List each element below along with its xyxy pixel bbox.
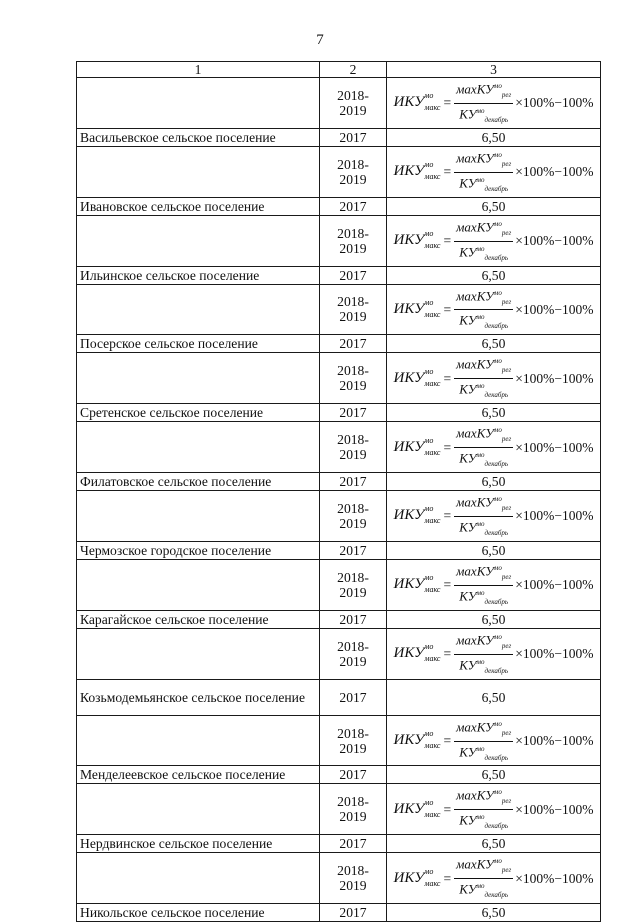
year-cell: 2017 xyxy=(320,679,387,715)
formula-equals: = xyxy=(443,164,452,180)
settlement-name-cell xyxy=(77,353,320,404)
year-cell: 2017 xyxy=(320,473,387,491)
settlement-name-cell xyxy=(77,853,320,904)
numerator-sup: мо xyxy=(493,219,502,228)
formula-fraction xyxy=(454,353,513,403)
denominator-main: КУ xyxy=(459,588,477,604)
settlement-name-cell: Сретенское сельское поселение xyxy=(77,404,320,422)
formula-lhs: ИКУ xyxy=(393,369,425,386)
numerator-main: махКУ xyxy=(456,856,494,872)
formula-cell xyxy=(387,284,601,335)
denominator-main: КУ xyxy=(459,881,477,897)
formula-equals: = xyxy=(443,301,452,317)
formula-cell xyxy=(387,853,601,904)
year-cell: 2017 xyxy=(320,835,387,853)
table-row-formula xyxy=(77,422,601,473)
value-cell: 6,50 xyxy=(387,610,601,628)
denominator-sup: мо xyxy=(476,882,485,891)
page-number: 7 xyxy=(316,32,324,48)
year-cell: 2017 xyxy=(320,128,387,146)
denominator-sub: декабрь xyxy=(484,253,509,262)
formula-cell xyxy=(387,78,601,129)
table-row-formula xyxy=(77,284,601,335)
denominator-sub: декабрь xyxy=(484,322,509,331)
denominator-sup: мо xyxy=(476,744,485,753)
formula-multiplier: ×100%−100% xyxy=(515,646,594,662)
formula-lhs-sup: мо xyxy=(424,160,434,170)
numerator-main: махКУ xyxy=(456,787,494,803)
formula xyxy=(394,629,594,679)
year-cell: 2017 xyxy=(320,404,387,422)
formula-cell xyxy=(387,353,601,404)
formula-lhs-sup: мо xyxy=(424,229,434,239)
value-cell: 6,50 xyxy=(387,766,601,784)
formula-multiplier: ×100%−100% xyxy=(515,370,594,386)
denominator-sup: мо xyxy=(476,657,485,666)
formula-lhs-sup: мо xyxy=(424,91,434,101)
formula-multiplier: ×100%−100% xyxy=(515,508,594,524)
settlement-name-cell: Менделеевское сельское поселение xyxy=(77,766,320,784)
formula-equals: = xyxy=(443,95,452,111)
denominator-sub: декабрь xyxy=(484,666,509,675)
denominator-sub: декабрь xyxy=(484,391,509,400)
value-cell: 6,50 xyxy=(387,835,601,853)
numerator-sup: мо xyxy=(493,150,502,159)
table-row-value xyxy=(77,766,601,784)
formula-denominator xyxy=(457,310,510,334)
denominator-sup: мо xyxy=(476,244,485,253)
formula-fraction xyxy=(454,422,513,472)
numerator-sup: мо xyxy=(493,426,502,435)
year-cell: 2017 xyxy=(320,197,387,215)
denominator-sup: мо xyxy=(476,106,485,115)
formula-numerator xyxy=(454,491,513,517)
denominator-sup: мо xyxy=(476,451,485,460)
formula-equals: = xyxy=(443,733,452,749)
formula-fraction xyxy=(454,491,513,541)
formula-denominator xyxy=(457,242,510,266)
denominator-sub: декабрь xyxy=(484,115,509,124)
formula-lhs-sub: макс xyxy=(424,516,441,526)
settlement-name-cell: Ильинское сельское поселение xyxy=(77,266,320,284)
year-cell: 2017 xyxy=(320,335,387,353)
formula-lhs-sup: мо xyxy=(424,366,434,376)
value-cell: 6,50 xyxy=(387,197,601,215)
value-cell: 6,50 xyxy=(387,679,601,715)
denominator-sub: декабрь xyxy=(484,822,509,831)
formula-lhs-sup: мо xyxy=(424,642,434,652)
formula-numerator xyxy=(454,716,513,742)
denominator-sup: мо xyxy=(476,519,485,528)
numerator-sup: мо xyxy=(493,719,502,728)
formula-numerator xyxy=(454,853,513,879)
settlement-name-cell xyxy=(77,78,320,129)
year-cell: 2017 xyxy=(320,766,387,784)
formula-multiplier: ×100%−100% xyxy=(515,870,594,886)
formula-lhs-sup: мо xyxy=(424,504,434,514)
formula-lhs: ИКУ xyxy=(393,800,425,817)
numerator-sub: рег xyxy=(501,728,512,737)
formula xyxy=(394,78,594,128)
numerator-sub: рег xyxy=(501,572,512,581)
formula-lhs-sub: макс xyxy=(424,172,441,182)
numerator-sup: мо xyxy=(493,788,502,797)
denominator-sup: мо xyxy=(476,813,485,822)
formula-numerator xyxy=(454,353,513,379)
years-cell: 2018- 2019 xyxy=(320,78,387,129)
settlement-name-cell: Козьмодемьянское сельское поселение xyxy=(77,679,320,715)
formula xyxy=(394,216,594,266)
formula-equals: = xyxy=(443,577,452,593)
settlement-name-cell xyxy=(77,628,320,679)
years-cell: 2018- 2019 xyxy=(320,284,387,335)
formula-multiplier: ×100%−100% xyxy=(515,577,594,593)
denominator-main: КУ xyxy=(459,519,477,535)
table-row-formula xyxy=(77,146,601,197)
formula-fraction xyxy=(454,285,513,335)
years-cell: 2018- 2019 xyxy=(320,491,387,542)
formula-numerator xyxy=(454,560,513,586)
settlement-name-cell: Посерское сельское поселение xyxy=(77,335,320,353)
table-row-formula xyxy=(77,628,601,679)
settlement-name-cell xyxy=(77,215,320,266)
table-row-formula xyxy=(77,853,601,904)
numerator-main: махКУ xyxy=(456,287,494,303)
settlement-name-cell: Васильевское сельское поселение xyxy=(77,128,320,146)
table-row-value xyxy=(77,335,601,353)
formula xyxy=(394,560,594,610)
table-row-formula xyxy=(77,491,601,542)
formula-fraction xyxy=(454,629,513,679)
numerator-sub: рег xyxy=(501,297,512,306)
denominator-sub: декабрь xyxy=(484,891,509,900)
formula-lhs-sup: мо xyxy=(424,435,434,445)
formula-lhs-sub: макс xyxy=(424,103,441,113)
formula-lhs: ИКУ xyxy=(393,869,425,886)
table-row-value xyxy=(77,266,601,284)
settlement-name-cell xyxy=(77,422,320,473)
formula-multiplier: ×100%−100% xyxy=(515,439,594,455)
denominator-main: КУ xyxy=(459,812,477,828)
formula xyxy=(394,285,594,335)
formula-denominator xyxy=(457,879,510,903)
years-cell: 2018- 2019 xyxy=(320,559,387,610)
header-col-3: 3 xyxy=(387,62,601,78)
formula-denominator xyxy=(457,104,510,128)
table-row-formula xyxy=(77,559,601,610)
years-cell: 2018- 2019 xyxy=(320,628,387,679)
formula-lhs-sup: мо xyxy=(424,729,434,739)
denominator-sup: мо xyxy=(476,588,485,597)
table-row-value xyxy=(77,541,601,559)
formula-lhs: ИКУ xyxy=(393,645,425,662)
denominator-main: КУ xyxy=(459,450,477,466)
settlement-name-cell xyxy=(77,715,320,766)
denominator-main: КУ xyxy=(459,743,477,759)
year-cell: 2017 xyxy=(320,266,387,284)
formula-lhs: ИКУ xyxy=(393,232,425,249)
denominator-sub: декабрь xyxy=(484,184,509,193)
formula-equals: = xyxy=(443,233,452,249)
formula-lhs-sub: макс xyxy=(424,741,441,751)
numerator-sub: рег xyxy=(501,797,512,806)
numerator-main: махКУ xyxy=(456,150,494,166)
formula-lhs-sub: макс xyxy=(424,241,441,251)
formula-numerator xyxy=(454,78,513,104)
value-cell: 6,50 xyxy=(387,541,601,559)
settlement-name-cell xyxy=(77,146,320,197)
numerator-sub: рег xyxy=(501,866,512,875)
formula-lhs-sub: макс xyxy=(424,309,441,319)
formula xyxy=(394,853,594,903)
settlement-name-cell: Никольское сельское поселение xyxy=(77,904,320,922)
years-cell: 2018- 2019 xyxy=(320,853,387,904)
formula-fraction xyxy=(454,560,513,610)
table-row-value xyxy=(77,473,601,491)
formula-multiplier: ×100%−100% xyxy=(515,801,594,817)
value-cell: 6,50 xyxy=(387,404,601,422)
denominator-main: КУ xyxy=(459,657,477,672)
formula-fraction xyxy=(454,78,513,128)
formula-equals: = xyxy=(443,370,452,386)
settlement-name-cell xyxy=(77,559,320,610)
value-cell: 6,50 xyxy=(387,335,601,353)
formula-lhs-sub: макс xyxy=(424,809,441,819)
formula-fraction xyxy=(454,147,513,197)
formula-lhs: ИКУ xyxy=(393,94,425,111)
numerator-main: махКУ xyxy=(456,425,494,441)
value-cell: 6,50 xyxy=(387,266,601,284)
formula-multiplier: ×100%−100% xyxy=(515,733,594,749)
formula-lhs: ИКУ xyxy=(393,163,425,180)
numerator-sup: мо xyxy=(493,495,502,504)
numerator-sup: мо xyxy=(493,357,502,366)
formula-denominator xyxy=(457,810,510,834)
numerator-sub: рег xyxy=(501,641,512,650)
formula-lhs: ИКУ xyxy=(393,732,425,749)
formula-equals: = xyxy=(443,508,452,524)
formula-lhs-sup: мо xyxy=(424,573,434,583)
denominator-main: КУ xyxy=(459,243,477,259)
denominator-sub: декабрь xyxy=(484,753,509,762)
numerator-sup: мо xyxy=(493,632,502,641)
formula-lhs-sub: макс xyxy=(424,378,441,388)
numerator-sub: рег xyxy=(501,228,512,237)
formula-cell xyxy=(387,491,601,542)
numerator-sup: мо xyxy=(493,857,502,866)
denominator-main: КУ xyxy=(459,106,477,122)
formula-cell xyxy=(387,784,601,835)
formula-cell xyxy=(387,215,601,266)
table-row-formula xyxy=(77,715,601,766)
formula-fraction xyxy=(454,716,513,766)
years-cell: 2018- 2019 xyxy=(320,422,387,473)
numerator-main: махКУ xyxy=(456,494,494,510)
numerator-main: махКУ xyxy=(456,219,494,235)
settlement-name-cell: Нердвинское сельское поселение xyxy=(77,835,320,853)
formula-denominator xyxy=(457,173,510,197)
settlement-name-cell xyxy=(77,784,320,835)
table-row-formula xyxy=(77,353,601,404)
formula-lhs-sup: мо xyxy=(424,866,434,876)
years-cell: 2018- 2019 xyxy=(320,353,387,404)
numerator-sub: рег xyxy=(501,503,512,512)
denominator-sub: декабрь xyxy=(484,528,509,537)
year-cell: 2017 xyxy=(320,904,387,922)
formula-denominator xyxy=(457,742,510,766)
table-row-formula xyxy=(77,78,601,129)
numerator-main: махКУ xyxy=(456,718,494,734)
settlement-name-cell: Чермозское городское поселение xyxy=(77,541,320,559)
years-cell: 2018- 2019 xyxy=(320,146,387,197)
table-row-value xyxy=(77,835,601,853)
formula-fraction xyxy=(454,216,513,266)
numerator-sup: мо xyxy=(493,288,502,297)
formula-denominator xyxy=(457,586,510,610)
formula xyxy=(394,147,594,197)
indicator-table xyxy=(76,61,601,922)
table-row-value xyxy=(77,128,601,146)
formula-numerator xyxy=(454,422,513,448)
formula-equals: = xyxy=(443,870,452,886)
formula xyxy=(394,353,594,403)
formula-multiplier: ×100%−100% xyxy=(515,95,594,111)
table-row-value xyxy=(77,610,601,628)
table-header-row xyxy=(77,62,601,78)
numerator-main: махКУ xyxy=(456,632,494,648)
value-cell: 6,50 xyxy=(387,904,601,922)
formula-numerator xyxy=(454,147,513,173)
denominator-sup: мо xyxy=(476,313,485,322)
formula-numerator xyxy=(454,216,513,242)
formula xyxy=(394,716,594,766)
table-row-formula xyxy=(77,215,601,266)
denominator-sup: мо xyxy=(476,382,485,391)
formula-cell xyxy=(387,559,601,610)
formula-cell xyxy=(387,715,601,766)
formula-lhs-sub: макс xyxy=(424,654,441,664)
formula-multiplier: ×100%−100% xyxy=(515,301,594,317)
formula-lhs-sup: мо xyxy=(424,297,434,307)
table-row-value xyxy=(77,679,601,715)
formula-lhs-sup: мо xyxy=(424,797,434,807)
settlement-name-cell xyxy=(77,284,320,335)
formula xyxy=(394,491,594,541)
formula-fraction xyxy=(454,784,513,834)
formula-lhs-sub: макс xyxy=(424,447,441,457)
numerator-sub: рег xyxy=(501,366,512,375)
value-cell: 6,50 xyxy=(387,128,601,146)
formula-cell xyxy=(387,628,601,679)
numerator-sup: мо xyxy=(493,563,502,572)
settlement-name-cell xyxy=(77,491,320,542)
header-col-1: 1 xyxy=(77,62,320,78)
formula-fraction xyxy=(454,853,513,903)
numerator-main: махКУ xyxy=(456,563,494,579)
formula-equals: = xyxy=(443,439,452,455)
formula-numerator xyxy=(454,629,513,655)
formula-lhs: ИКУ xyxy=(393,576,425,593)
formula-lhs: ИКУ xyxy=(393,507,425,524)
formula-lhs: ИКУ xyxy=(393,300,425,317)
denominator-main: КУ xyxy=(459,381,477,397)
numerator-main: махКУ xyxy=(456,81,494,97)
formula-equals: = xyxy=(443,801,452,817)
formula-multiplier: ×100%−100% xyxy=(515,164,594,180)
table-row-value xyxy=(77,197,601,215)
year-cell: 2017 xyxy=(320,541,387,559)
years-cell: 2018- 2019 xyxy=(320,215,387,266)
formula-numerator xyxy=(454,784,513,810)
numerator-sub: рег xyxy=(501,159,512,168)
numerator-sup: мо xyxy=(493,82,502,90)
header-col-2: 2 xyxy=(320,62,387,78)
denominator-main: КУ xyxy=(459,312,477,328)
formula-lhs-sub: макс xyxy=(424,585,441,595)
numerator-sub: рег xyxy=(501,90,512,99)
formula-equals: = xyxy=(443,646,452,662)
denominator-sup: мо xyxy=(476,175,485,184)
value-cell: 6,50 xyxy=(387,473,601,491)
formula-denominator xyxy=(457,517,510,541)
formula-lhs: ИКУ xyxy=(393,438,425,455)
settlement-name-cell: Карагайское сельское поселение xyxy=(77,610,320,628)
denominator-sub: декабрь xyxy=(484,597,509,606)
numerator-sub: рег xyxy=(501,435,512,444)
formula-cell xyxy=(387,146,601,197)
formula-multiplier: ×100%−100% xyxy=(515,233,594,249)
formula xyxy=(394,784,594,834)
formula-lhs-sub: макс xyxy=(424,878,441,888)
formula-denominator xyxy=(457,448,510,472)
formula-denominator xyxy=(457,379,510,403)
years-cell: 2018- 2019 xyxy=(320,715,387,766)
year-cell: 2017 xyxy=(320,610,387,628)
years-cell: 2018- 2019 xyxy=(320,784,387,835)
formula-numerator xyxy=(454,285,513,311)
table-row-formula xyxy=(77,784,601,835)
table-row-value xyxy=(77,904,601,922)
table-row-value xyxy=(77,404,601,422)
denominator-main: КУ xyxy=(459,175,477,191)
settlement-name-cell: Ивановское сельское поселение xyxy=(77,197,320,215)
settlement-name-cell: Филатовское сельское поселение xyxy=(77,473,320,491)
denominator-sub: декабрь xyxy=(484,460,509,469)
numerator-main: махКУ xyxy=(456,356,494,372)
formula-cell xyxy=(387,422,601,473)
formula xyxy=(394,422,594,472)
formula-denominator xyxy=(457,655,510,679)
